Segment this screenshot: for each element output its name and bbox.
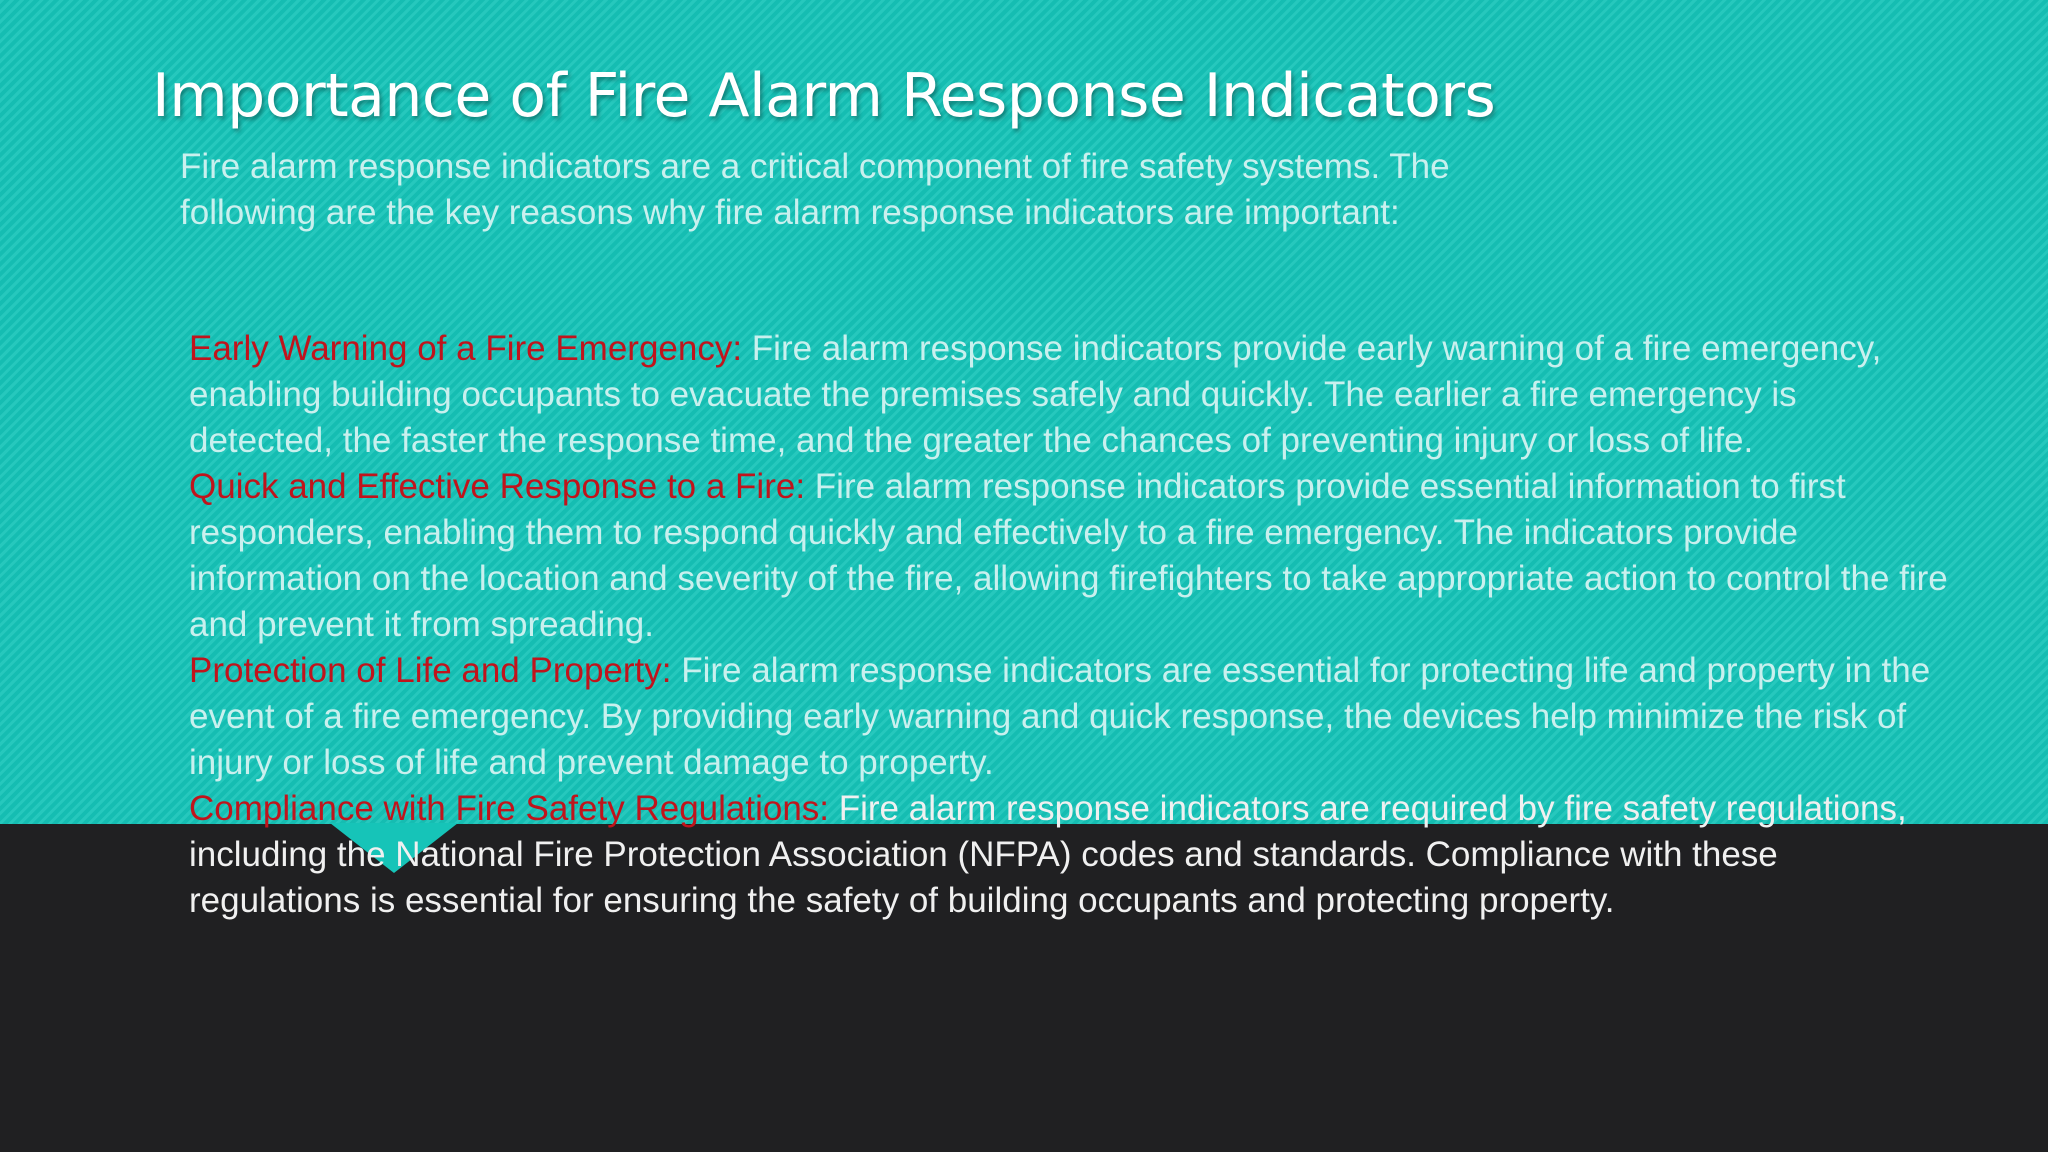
reason-heading: Early Warning of a Fire Emergency:	[189, 329, 743, 368]
slide-title: Importance of Fire Alarm Response Indicators	[152, 61, 1496, 131]
reason-heading: Compliance with Fire Safety Regulations:	[189, 789, 830, 828]
reason-heading: Quick and Effective Response to a Fire:	[189, 467, 806, 506]
reason-text: Fire alarm response indicators are essential for protecting life and property in the event of a fire emergency. By providing early warning and quick response, the devices help minimize the risk of injury or loss of life and prevent damage to property.	[189, 651, 1931, 782]
intro-paragraph: Fire alarm response indicators are a critical component of fire safety systems. The following are the key reasons why fire alarm response indicators are important:	[180, 147, 1450, 232]
reason-text: Fire alarm response indicators provide early warning of a fire emergency, enabling building occupants to evacuate the premises safely and quickly. The earlier a fire emergency is detected, the faster the response time, and the greater the chances of preventing injury or loss of life.	[189, 329, 1882, 460]
reason-compliance	[189, 786, 1949, 924]
reason-text: Fire alarm response indicators are required by fire safety regulations, including the National Fire Protection Association (NFPA) codes and standards. Compliance with these regulations is essential for ensuring the safety of building occupants and protecting property.	[189, 789, 1907, 920]
reason-text: Fire alarm response indicators provide essential information to first responders, enabling them to respond quickly and effectively to a fire emergency. The indicators provide information on the location and severity of the fire, allowing firefighters to take appropriate action to control the fire and prevent it from spreading.	[189, 467, 1948, 644]
reason-protection	[189, 648, 1949, 786]
reason-heading: Protection of Life and Property:	[189, 651, 672, 690]
reason-early-warning	[189, 326, 1949, 464]
reason-quick-response	[189, 464, 1949, 648]
reasons-list	[189, 326, 1949, 924]
